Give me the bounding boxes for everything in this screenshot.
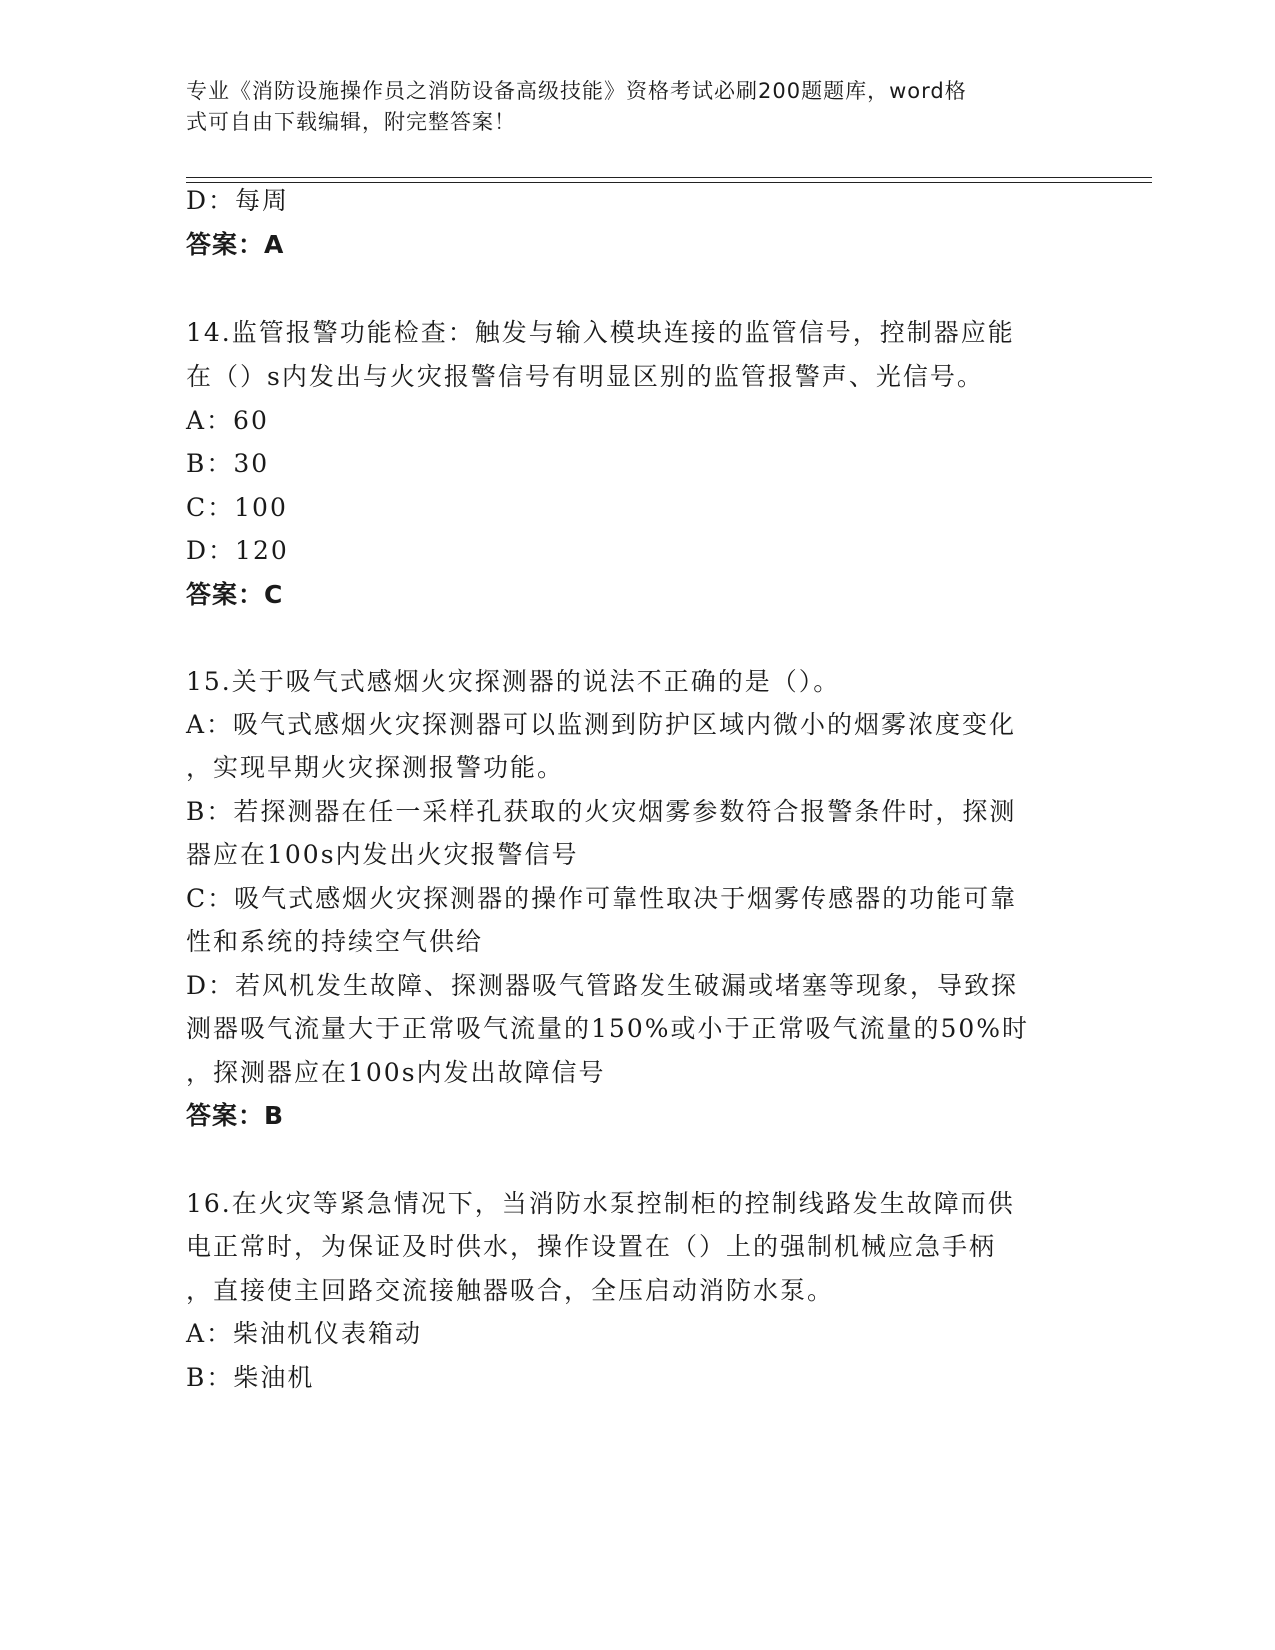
option-b-q16: B：柴油机	[186, 1363, 315, 1392]
answer-q14: 答案：C	[186, 580, 284, 609]
option-b-q15-line-2: 器应在100s内发出火灾报警信号	[186, 840, 579, 869]
header-divider-bottom	[186, 182, 1152, 183]
question-16-line-1: 16.在火灾等紧急情况下，当消防水泵控制柜的控制线路发生故障而供	[186, 1189, 1015, 1218]
option-b-q14: B：30	[186, 449, 270, 478]
question-14-line-2: 在（）s内发出与火灾报警信号有明显区别的监管报警声、光信号。	[186, 362, 984, 391]
option-d-q15-line-1: D：若风机发生故障、探测器吸气管路发生破漏或堵塞等现象，导致探	[186, 971, 1019, 1000]
option-d-q15-line-3: ，探测器应在100s内发出故障信号	[186, 1058, 606, 1087]
option-a-q14: A：60	[186, 406, 269, 435]
option-c-q15-line-2: 性和系统的持续空气供给	[186, 927, 484, 956]
option-c-q15-line-1: C：吸气式感烟火灾探测器的操作可靠性取决于烟雾传感器的功能可靠	[186, 884, 1018, 913]
option-a-q15-line-1: A：吸气式感烟火灾探测器可以监测到防护区域内微小的烟雾浓度变化	[186, 710, 1017, 739]
question-14-line-1: 14.监管报警功能检查：触发与输入模块连接的监管信号，控制器应能	[186, 318, 1015, 347]
answer-q13: 答案：A	[186, 230, 285, 259]
header-line-1: 专业《消防设施操作员之消防设备高级技能》资格考试必刷200题题库，word格	[186, 79, 967, 103]
option-c-q14: C：100	[186, 493, 288, 522]
question-16-line-2: 电正常时，为保证及时供水，操作设置在（）上的强制机械应急手柄	[186, 1232, 997, 1261]
document-header	[186, 76, 1066, 138]
answer-q15: 答案：B	[186, 1101, 285, 1130]
question-15: 15.关于吸气式感烟火灾探测器的说法不正确的是（）。	[186, 667, 841, 696]
header-line-2: 式可自由下载编辑，附完整答案！	[186, 110, 516, 134]
option-d-q13: D：每周	[186, 186, 290, 215]
header-divider-top	[186, 177, 1152, 178]
question-16-line-3: ，直接使主回路交流接触器吸合，全压启动消防水泵。	[186, 1276, 835, 1305]
option-a-q15-line-2: ，实现早期火灾探测报警功能。	[186, 753, 565, 782]
option-b-q15-line-1: B：若探测器在任一采样孔获取的火灾烟雾参数符合报警条件时，探测	[186, 797, 1017, 826]
option-d-q14: D：120	[186, 536, 289, 565]
option-a-q16: A：柴油机仪表箱动	[186, 1319, 423, 1348]
option-d-q15-line-2: 测器吸气流量大于正常吸气流量的150%或小于正常吸气流量的50%时	[186, 1014, 1030, 1043]
